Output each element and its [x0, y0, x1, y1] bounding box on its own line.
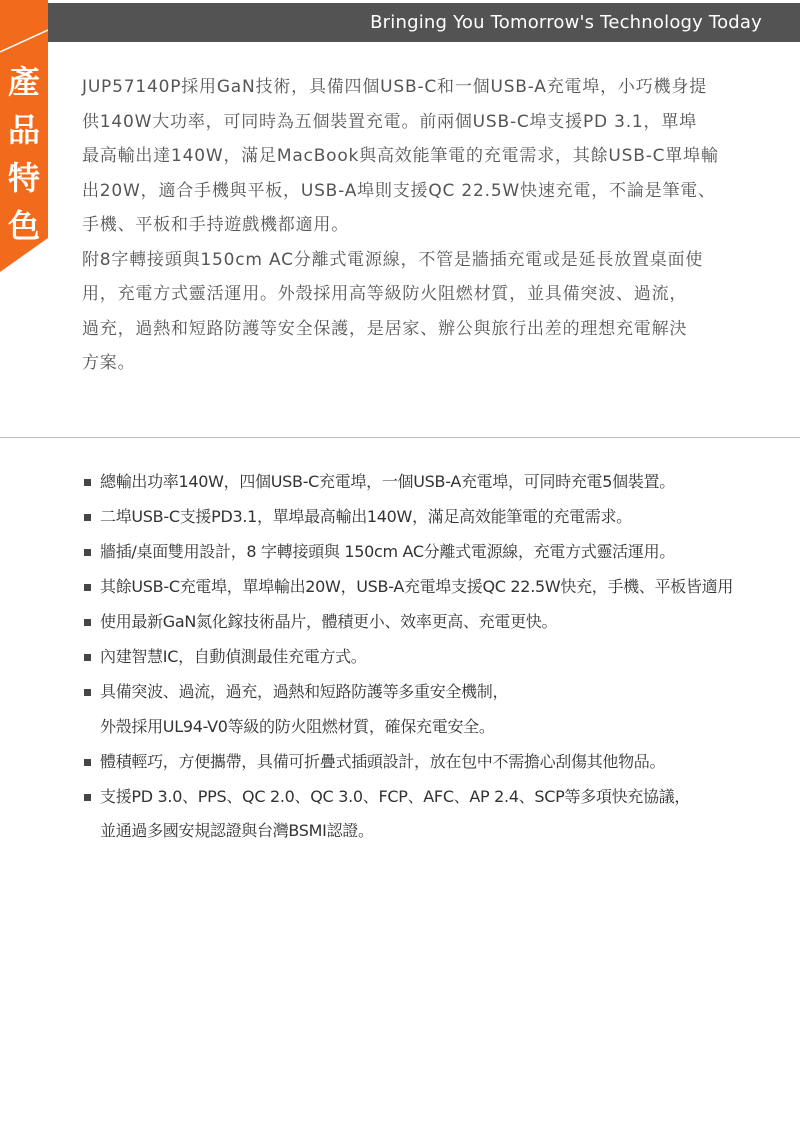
feature-text: 牆插/桌面雙用設計，8 字轉接頭與 150cm AC分離式電源線，充電方式靈活運用。: [100, 542, 675, 561]
intro-line: 手機、平板和手持遊戲機都適用。: [82, 215, 349, 235]
square-bullet-icon: [84, 479, 91, 486]
intro-line: 用，充電方式靈活運用。外殼採用高等級防火阻燃材質，並具備突波、過流，: [82, 284, 688, 304]
feature-item: [82, 642, 782, 673]
feature-list: [82, 467, 782, 851]
feature-text: 具備突波、過流，過充，過熱和短路防護等多重安全機制，: [100, 682, 509, 701]
intro-line: 過充，過熱和短路防護等安全保護，是居家、辦公與旅行出差的理想充電解決: [82, 318, 688, 339]
intro-section: [82, 70, 762, 381]
intro-line: 最高輸出達140W，滿足MacBook與高效能筆電的充電需求，其餘USB-C單埠輸: [82, 146, 719, 166]
square-bullet-icon: [84, 759, 91, 766]
intro-line: 出20W，適合手機與平板，USB-A埠則支援QC 22.5W快速充電，不論是筆電、: [82, 180, 716, 201]
feature-text-continued: 並通過多國安規認證與台灣BSMI認證。: [100, 821, 374, 840]
ribbon-char: 品: [7, 111, 40, 149]
feature-text: 其餘USB-C充電埠，單埠輸出20W，USB-A充電埠支援QC 22.5W快充，手機、平板皆適用: [100, 577, 734, 596]
feature-text: 總輸出功率140W，四個USB-C充電埠，一個USB-A充電埠，可同時充電5個裝置。: [100, 472, 675, 491]
feature-item: [82, 607, 782, 638]
intro-line: 方案。: [82, 353, 136, 373]
square-bullet-icon: [84, 584, 91, 591]
feature-text-continued: 外殼採用UL94-V0等級的防火阻燃材質，確保充電安全。: [100, 716, 495, 736]
intro-line: 供140W大功率，可同時為五個裝置充電。前兩個USB-C埠支援PD 3.1，單埠: [82, 111, 697, 132]
ribbon-char: 特: [7, 159, 40, 197]
feature-item: [82, 572, 782, 603]
feature-text: 內建智慧IC，自動偵測最佳充電方式。: [100, 647, 367, 666]
feature-item: [82, 502, 782, 533]
feature-text: 支援PD 3.0、PPS、QC 2.0、QC 3.0、FCP、AFC、AP 2.4、SCP等多項快充協議，: [100, 786, 691, 806]
feature-text: 使用最新GaN氮化鎵技術晶片，體積更小、效率更高、充電更快。: [100, 612, 558, 631]
header-tagline: Bringing You Tomorrow's Technology Today: [370, 12, 762, 33]
header-bar: [48, 3, 800, 42]
intro-paragraph: [82, 70, 762, 243]
square-bullet-icon: [84, 619, 91, 626]
feature-item: [82, 782, 782, 847]
feature-item: [82, 677, 782, 742]
square-bullet-icon: [84, 689, 91, 696]
ribbon-label: [4, 58, 44, 250]
intro-line: JUP57140P採用GaN技術，具備四個USB-C和一個USB-A充電埠，小巧機身提: [82, 77, 707, 97]
feature-text: 二埠USB-C支援PD3.1，單埠最高輸出140W，滿足高效能筆電的充電需求。: [100, 507, 632, 526]
square-bullet-icon: [84, 794, 91, 801]
square-bullet-icon: [84, 514, 91, 521]
ribbon-char: 色: [7, 207, 40, 245]
intro-line: 附8字轉接頭與150cm AC分離式電源線，不管是牆插充電或是延長放置桌面使: [82, 249, 704, 270]
feature-text: 體積輕巧，方便攜帶，具備可折疊式插頭設計，放在包中不需擔心刮傷其他物品。: [100, 751, 666, 771]
feature-ribbon: [0, 0, 48, 272]
square-bullet-icon: [84, 654, 91, 661]
intro-paragraph: [82, 243, 762, 381]
feature-item: [82, 537, 782, 568]
ribbon-char: 產: [7, 63, 40, 101]
feature-item: [82, 467, 782, 498]
feature-item: [82, 747, 782, 778]
section-divider: [0, 437, 800, 438]
square-bullet-icon: [84, 549, 91, 556]
